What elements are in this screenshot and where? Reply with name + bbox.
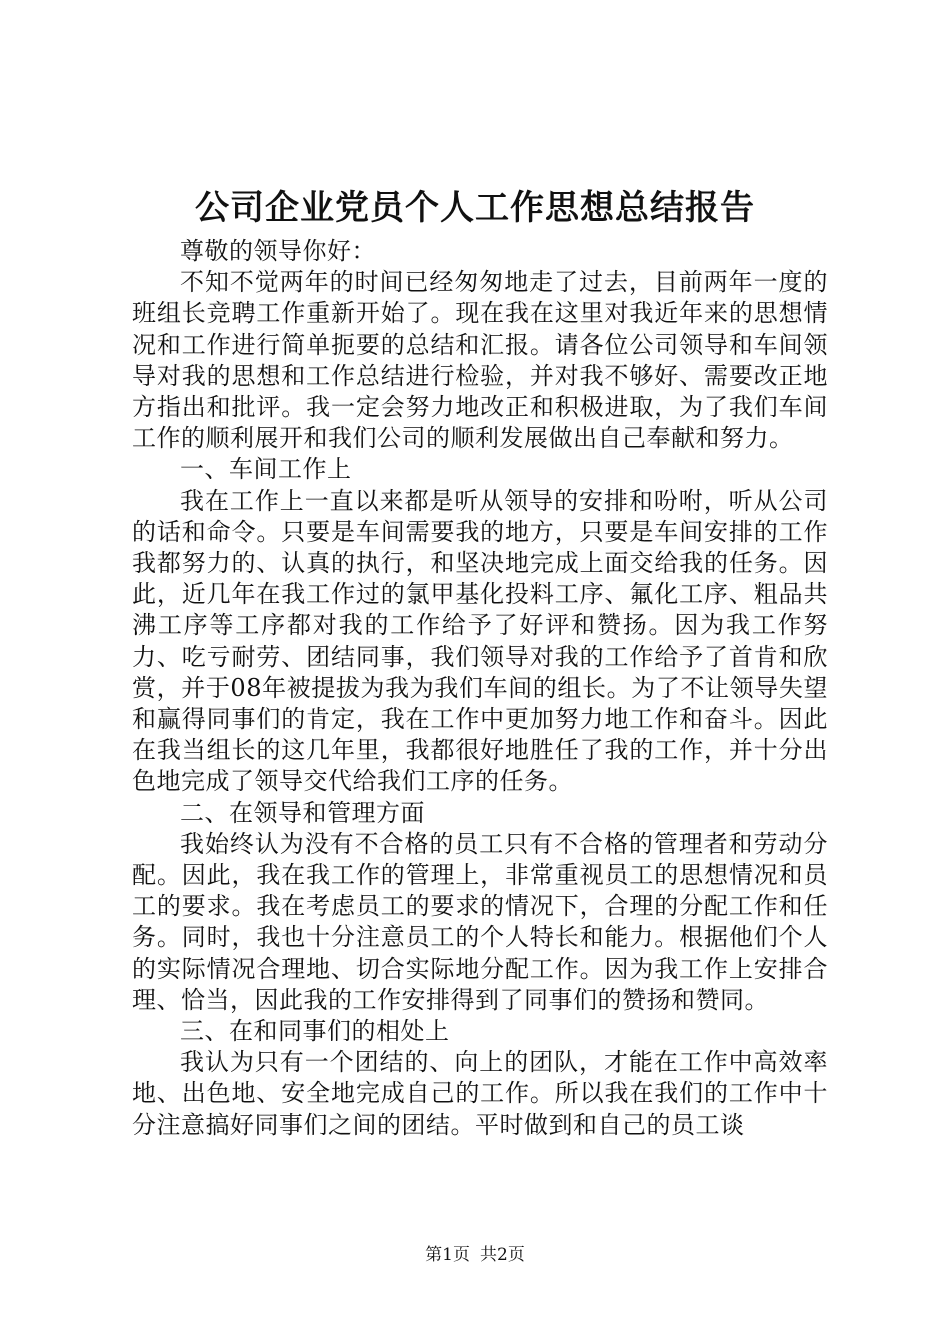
page-total: 共2页 (480, 1245, 525, 1265)
document-body (132, 236, 828, 1141)
section-heading: 三、在和同事们的相处上 (180, 1017, 450, 1046)
section-paragraph: 我始终认为没有不合格的员工只有不合格的管理者和劳动分配。因此，我在我工作的管理上，非常重视员工的思想情况和员工的要求。我在考虑员工的要求的情况下，合理的分配工作和任务。同时，我也十分注意员工的个人特长和能力。根据他们个人的实际情况合理地、切合实际地分配工作。因为我工作上安排合理、恰当，因此我的工作安排得到了同事们的赞扬和赞同。 (132, 829, 828, 1014)
page-footer (0, 1244, 950, 1266)
section-paragraph: 我认为只有一个团结的、向上的团队，才能在工作中高效率地、出色地、安全地完成自己的工作。所以我在我们的工作中十分注意搞好同事们之间的团结。平时做到和自己的员工谈 (132, 1048, 828, 1139)
intro-paragraph: 不知不觉两年的时间已经匆匆地走了过去，目前两年一度的班组长竞聘工作重新开始了。现在我在这里对我近年来的思想情况和工作进行简单扼要的总结和汇报。请各位公司领导和车间领导对我的思想和工作总结进行检验，并对我不够好、需要改正地方指出和批评。我一定会努力地改正和积极进取，为了我们车间工作的顺利展开和我们公司的顺利发展做出自己奉献和努力。 (132, 268, 828, 453)
section-heading: 一、车间工作上 (180, 455, 352, 484)
section-paragraph: 我在工作上一直以来都是听从领导的安排和吩咐，听从公司的话和命令。只要是车间需要我的地方，只要是车间安排的工作我都努力的、认真的执行，和坚决地完成上面交给我的任务。因此，近几年在我工作过的氯甲基化投料工序、氟化工序、粗品共沸工序等工序都对我的工作给予了好评和赞扬。因为我工作努力、吃亏耐劳、团结同事，我们领导对我的工作给予了首肯和欣赏，并于08年被提拔为我为我们车间的组长。为了不让领导失望和赢得同事们的肯定，我在工作中更加努力地工作和奋斗。因此在我当组长的这几年里，我都很好地胜任了我的工作，并十分出色地完成了领导交代给我们工序的任务。 (132, 486, 828, 796)
greeting: 尊敬的领导你好： (180, 237, 376, 265)
section-heading: 二、在领导和管理方面 (180, 798, 425, 827)
page-number: 第1页 (425, 1245, 470, 1265)
document-title: 公司企业党员个人工作思想总结报告 (195, 188, 755, 228)
